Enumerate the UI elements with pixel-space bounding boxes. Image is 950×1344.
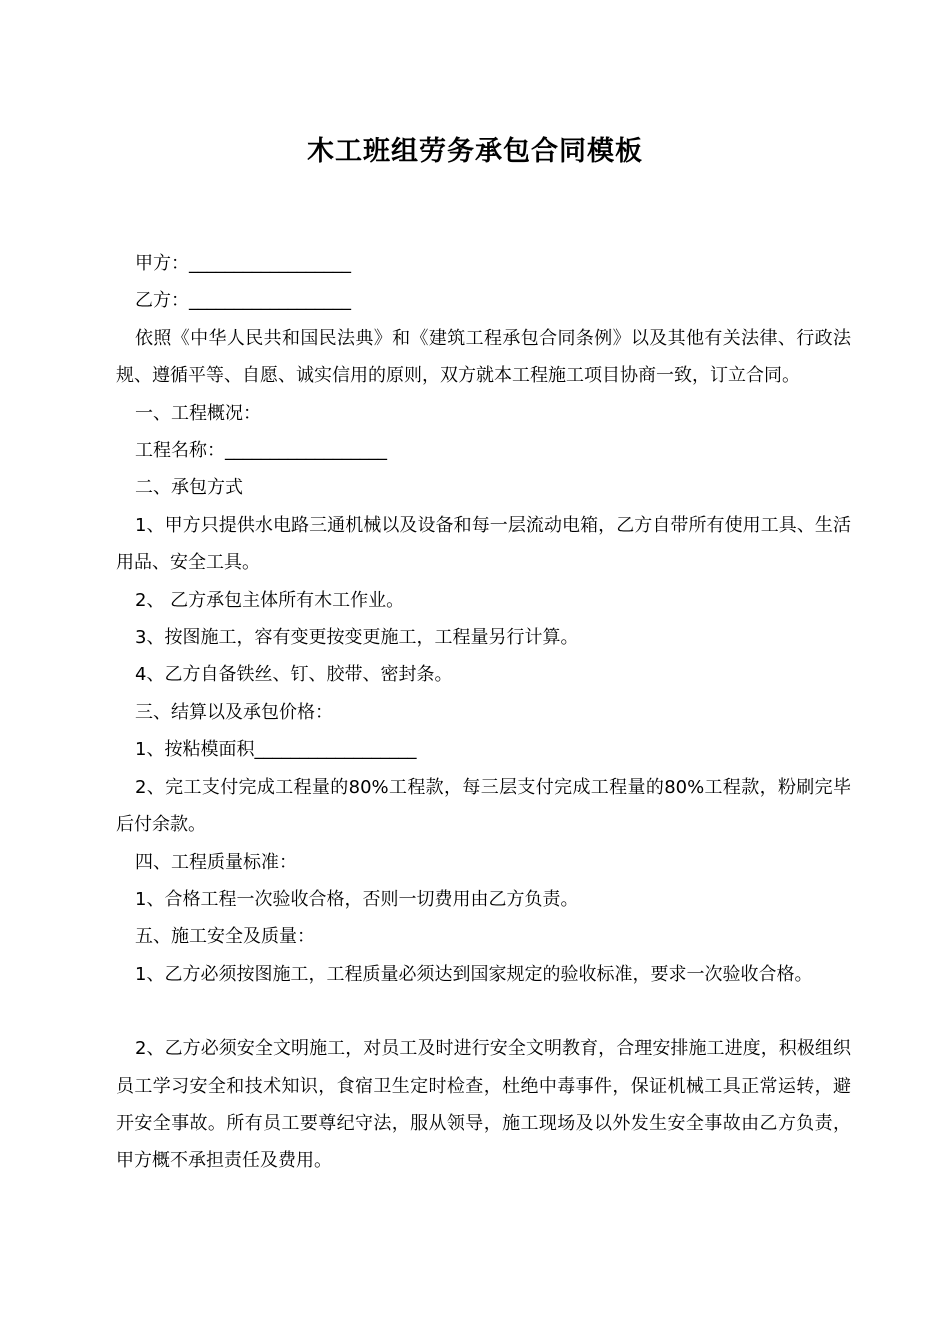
clause-2-3: 3、按图施工，容有变更按变更施工，工程量另行计算。: [135, 627, 579, 649]
clause-4-1: 1、合格工程一次验收合格，否则一切费用由乙方负责。: [135, 888, 579, 910]
section-heading-safety: 五、施工安全及质量：: [135, 926, 315, 948]
section-heading-contract-method: 二、承包方式: [135, 477, 243, 499]
clause-2-2: 2、 乙方承包主体所有木工作业。: [135, 589, 405, 611]
clause-5-1: 1、乙方必须按图施工，工程质量必须达到国家规定的验收标准，要求一次验收合格。: [135, 963, 813, 985]
paragraph-spacer: [116, 993, 851, 1030]
document-body: [116, 245, 851, 1180]
section-heading-overview: 一、工程概况：: [135, 402, 261, 424]
clause-2-1: 1、甲方只提供水电路三通机械以及设备和每一层流动电箱，乙方自带所有使用工具、生活用品、安全工具。: [116, 514, 851, 574]
project-name-line: 工程名称：__________________: [135, 440, 387, 462]
party-a-line: 甲方：__________________: [135, 253, 351, 274]
preamble-paragraph: 依照《中华人民共和国民法典》和《建筑工程承包合同条例》以及其他有关法律、行政法规、遵循平等、自愿、诚实信用的原则，双方就本工程施工项目协商一致，订立合同。: [116, 327, 851, 387]
clause-3-2: 2、完工支付完成工程量的80%工程款，每三层支付完成工程量的80%工程款，粉刷完毕后付余款。: [116, 776, 851, 836]
clause-5-2: 2、乙方必须安全文明施工，对员工及时进行安全文明教育，合理安排施工进度，积极组织员工学习安全和技术知识，食宿卫生定时检查，杜绝中毒事件，保证机械工具正常运转，避开安全事故。所有员工要尊纪守法，服从领导，施工现场及以外发生安全事故由乙方负责，甲方概不承担责任及费用。: [116, 1038, 851, 1172]
clause-3-1: 1、按粘模面积__________________: [135, 739, 417, 761]
section-heading-quality: 四、工程质量标准：: [135, 851, 297, 873]
clause-2-4: 4、乙方自备铁丝、钉、胶带、密封条。: [135, 664, 453, 686]
section-heading-settlement: 三、结算以及承包价格：: [135, 701, 333, 723]
document-title: 木工班组劳务承包合同模板: [307, 136, 643, 167]
party-b-line: 乙方：__________________: [135, 290, 351, 312]
